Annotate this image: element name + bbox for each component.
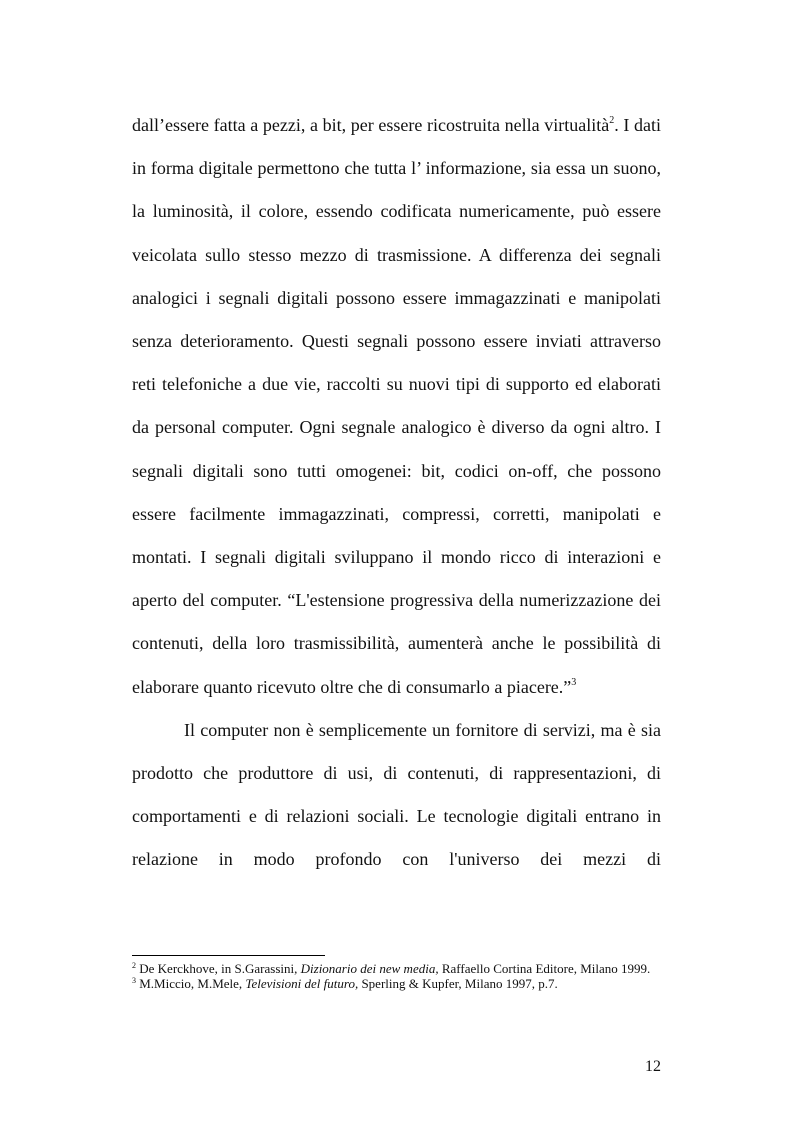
paragraph-2: Il computer non è semplicemente un fornitore di servizi, ma è sia prodotto che produttore di usi, di contenuti, di rappresentazioni, di comportamenti e di relazioni sociali. Le tecnologie digitali entrano in relazione in modo profondo con l'universo dei mezzi di (132, 719, 661, 870)
footnote-author: De Kerckhove, in S.Garassini, (139, 961, 301, 976)
footnote-title: Dizionario dei new media, (300, 961, 439, 976)
footnote-number: 2 (132, 961, 136, 970)
footnote-number: 3 (132, 976, 136, 985)
page-number: 12 (645, 1058, 661, 1075)
body-text (132, 104, 661, 882)
footnote-publisher: Sperling & Kupfer, Milano 1997, p.7. (358, 976, 558, 991)
footnote-reference-2[interactable]: 2 (609, 115, 615, 126)
footnotes (132, 961, 661, 991)
footnote-separator (132, 955, 325, 956)
paragraph-1-text-b: . I dati in forma digitale permettono che tutta l’ informazione, sia essa un suono, la luminosità, il colore, essendo codificata numericamente, può essere veicolata sullo stesso mezzo di trasmissione. A differenza dei segnali analogici i segnali digitali possono essere immagazzinati e manipolati senza deterioramento. Questi segnali possono essere inviati attraverso reti telefoniche a due vie, raccolti su nuovi tipi di supporto ed elaborati da personal computer. Ogni segnale analogico è diverso da ogni altro. I segnali digitali sono tutti omogenei: bit, codici on-off, che possono essere facilmente immagazzinati, compressi, corretti, manipolati e montati. I segnali digitali sviluppano il mondo ricco di interazioni e aperto del computer. “L'estensione progressiva della numerizzazione dei contenuti, della loro trasmissibilità, aumenterà anche le possibilità di elaborare quanto ricevuto oltre che di consumarlo a piacere.” (132, 115, 661, 697)
footnote-3 (132, 976, 661, 991)
footnote-publisher: Raffaello Cortina Editore, Milano 1999. (438, 961, 651, 976)
footnote-author: M.Miccio, M.Mele, (139, 976, 246, 991)
paragraph-1-text-a: dall’essere fatta a pezzi, a bit, per essere ricostruita nella virtualità (132, 115, 610, 135)
footnote-reference-3[interactable]: 3 (571, 676, 577, 688)
footnote-2 (132, 961, 661, 976)
footnote-title: Televisioni del futuro, (245, 976, 359, 991)
paragraph-1 (132, 104, 661, 709)
